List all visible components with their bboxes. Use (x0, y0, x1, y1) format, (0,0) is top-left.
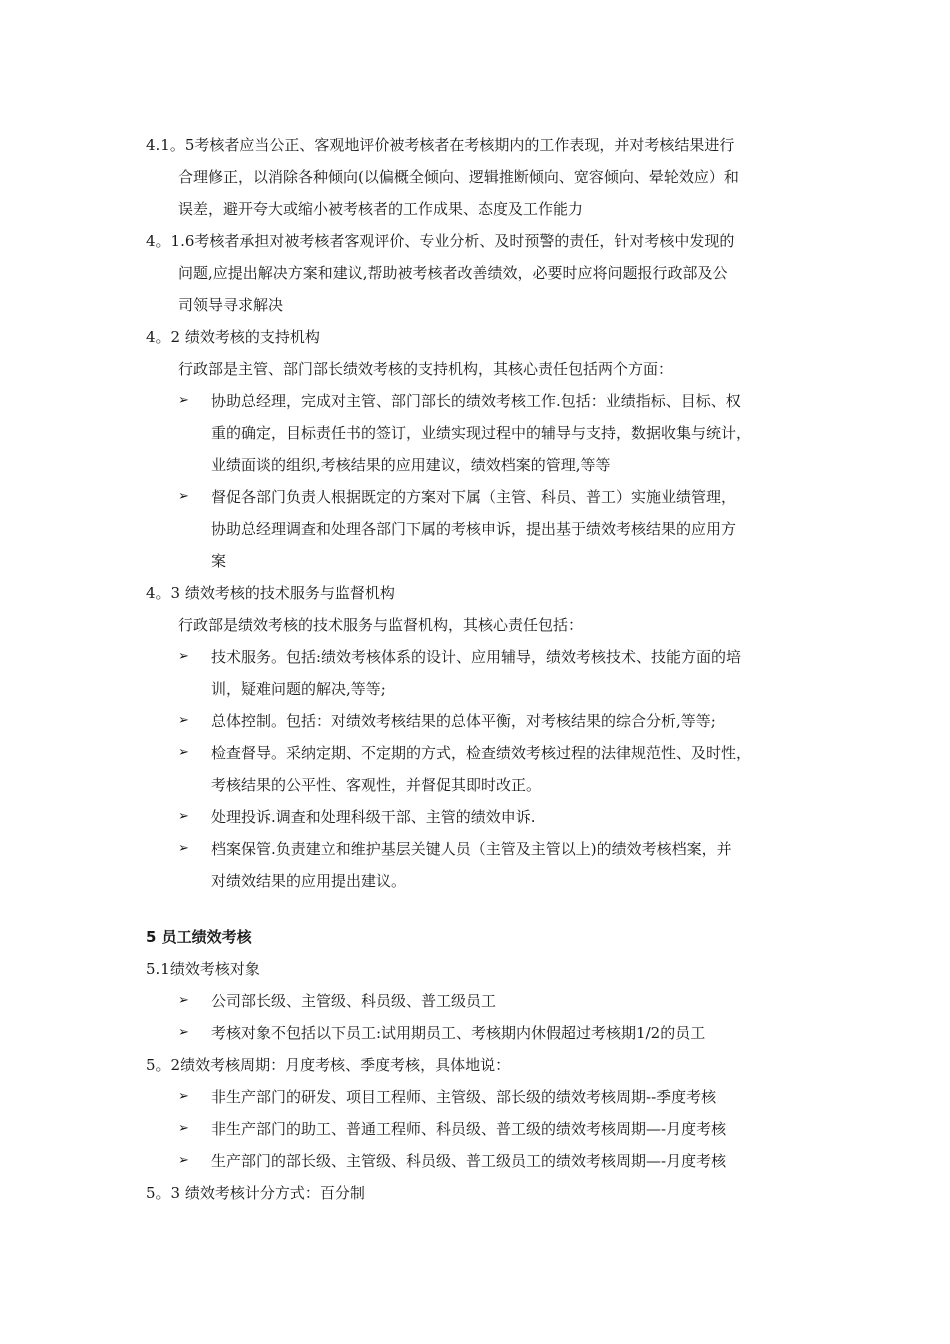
paragraph-4-1-6-line-2: 问题,应提出解决方案和建议,帮助被考核者改善绩效，必要时应将问题报行政部及公 (178, 264, 728, 282)
arrowhead-bullet-icon: ➢ (178, 1153, 189, 1168)
section-5-3-heading: 5。3 绩效考核计分方式：百分制 (146, 1184, 365, 1202)
section-5-1-heading: 5.1绩效考核对象 (146, 960, 260, 978)
paragraph-4-1-5-line-3: 误差，避开夸大或缩小被考核者的工作成果、态度及工作能力 (178, 200, 584, 218)
section-4-3-bullet-1-line-1: 技术服务。包括:绩效考核体系的设计、应用辅导，绩效考核技术、技能方面的培 (211, 648, 742, 666)
arrowhead-bullet-icon: ➢ (178, 1025, 189, 1040)
paragraph-4-1-6-line-1: 4。1.6考核者承担对被考核者客观评价、专业分析、及时预警的责任，针对考核中发现的 (146, 232, 735, 250)
section-4-3-bullet-1-line-2: 训，疑难问题的解决,等等; (211, 680, 386, 698)
section-4-2-bullet-1-line-2: 重的确定，目标责任书的签订，业绩实现过程中的辅导与支持，数据收集与统计， (211, 424, 752, 442)
arrowhead-bullet-icon: ➢ (178, 841, 189, 856)
section-5-1-bullet-2: 考核对象不包括以下员工:试用期员工、考核期内休假超过考核期1/2的员工 (211, 1024, 706, 1042)
arrowhead-bullet-icon: ➢ (178, 649, 189, 664)
section-5-2-bullet-3: 生产部门的部长级、主管级、科员级、普工级员工的绩效考核周期—-月度考核 (211, 1152, 727, 1170)
arrowhead-bullet-icon: ➢ (178, 1121, 189, 1136)
arrowhead-bullet-icon: ➢ (178, 393, 189, 408)
arrowhead-bullet-icon: ➢ (178, 745, 189, 760)
section-4-3-intro: 行政部是绩效考核的技术服务与监督机构，其核心责任包括： (178, 616, 584, 634)
section-4-2-bullet-2-line-2: 协助总经理调查和处理各部门下属的考核申诉，提出基于绩效考核结果的应用方 (211, 520, 737, 538)
section-4-3-bullet-2-line-1: 总体控制。包括：对绩效考核结果的总体平衡，对考核结果的综合分析,等等; (211, 712, 716, 730)
section-4-2-intro: 行政部是主管、部门部长绩效考核的支持机构，其核心责任包括两个方面： (178, 360, 674, 378)
arrowhead-bullet-icon: ➢ (178, 713, 189, 728)
arrowhead-bullet-icon: ➢ (178, 993, 189, 1008)
section-4-2-bullet-1-line-1: 协助总经理，完成对主管、部门部长的绩效考核工作.包括：业绩指标、目标、权 (211, 392, 741, 410)
section-4-3-heading: 4。3 绩效考核的技术服务与监督机构 (146, 584, 395, 602)
section-5-2-heading: 5。2绩效考核周期：月度考核、季度考核，具体地说： (146, 1056, 511, 1074)
paragraph-4-1-5-line-2: 合理修正，以消除各种倾向(以偏概全倾向、逻辑推断倾向、宽容倾向、晕轮效应）和 (178, 168, 739, 186)
paragraph-4-1-5-line-1: 4.1。5考核者应当公正、客观地评价被考核者在考核期内的工作表现，并对考核结果进行 (146, 136, 735, 154)
section-4-3-bullet-5-line-1: 档案保管.负责建立和维护基层关键人员（主管及主管以上)的绩效考核档案，并 (211, 840, 732, 858)
section-5-2-bullet-1: 非生产部门的研发、项目工程师、主管级、部长级的绩效考核周期--季度考核 (211, 1088, 717, 1106)
section-4-2-bullet-2-line-1: 督促各部门负责人根据既定的方案对下属（主管、科员、普工）实施业绩管理， (211, 488, 737, 506)
section-5-2-bullet-2: 非生产部门的助工、普通工程师、科员级、普工级的绩效考核周期—-月度考核 (211, 1120, 727, 1138)
section-4-3-bullet-5-line-2: 对绩效结果的应用提出建议。 (211, 872, 407, 890)
arrowhead-bullet-icon: ➢ (178, 489, 189, 504)
section-5-heading: 5 员工绩效考核 (146, 928, 252, 946)
arrowhead-bullet-icon: ➢ (178, 1089, 189, 1104)
section-4-2-bullet-2-line-3: 案 (211, 552, 227, 570)
arrowhead-bullet-icon: ➢ (178, 809, 189, 824)
section-4-3-bullet-3-line-1: 检查督导。采纳定期、不定期的方式，检查绩效考核过程的法律规范性、及时性， (211, 744, 752, 762)
paragraph-4-1-6-line-3: 司领导寻求解决 (178, 296, 284, 314)
section-4-2-bullet-1-line-3: 业绩面谈的组织,考核结果的应用建议，绩效档案的管理,等等 (211, 456, 611, 474)
section-4-3-bullet-3-line-2: 考核结果的公平性、客观性，并督促其即时改正。 (211, 776, 542, 794)
section-5-1-bullet-1: 公司部长级、主管级、科员级、普工级员工 (211, 992, 497, 1010)
section-4-2-heading: 4。2 绩效考核的支持机构 (146, 328, 320, 346)
section-4-3-bullet-4-line-1: 处理投诉.调查和处理科级干部、主管的绩效申诉. (211, 808, 536, 826)
